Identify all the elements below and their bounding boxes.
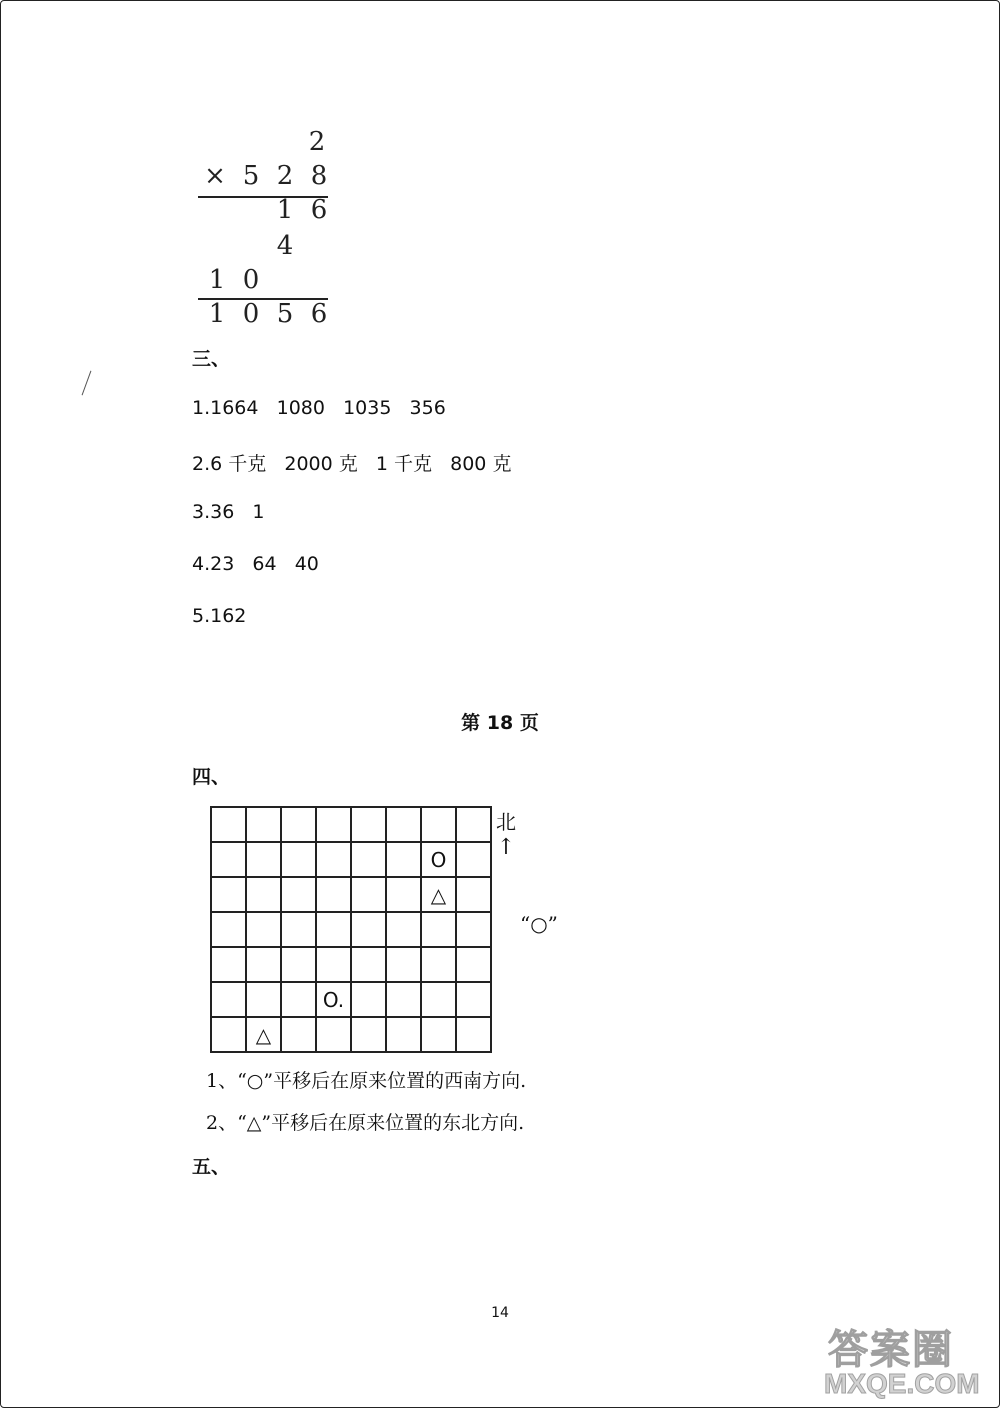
grid-cell (211, 947, 246, 982)
vertical-multiplication (196, 126, 336, 336)
grid-cell (281, 912, 316, 947)
multiply-sign: × (204, 161, 226, 191)
grid-cell (351, 842, 386, 877)
page-number: 14 (491, 1305, 509, 1321)
note-2: 2、“△”平移后在原来位置的东北方向. (206, 1112, 525, 1134)
grid-cell (246, 807, 281, 842)
north-indicator (492, 806, 520, 859)
answer-line-5: 5.162 (192, 605, 247, 627)
grid-cell (246, 912, 281, 947)
digit: 6 (310, 299, 328, 329)
triangle-symbol: △ (421, 877, 456, 912)
north-label: 北 (496, 810, 516, 834)
grid-cell (316, 877, 351, 912)
digit: 2 (276, 161, 294, 191)
grid-cell (246, 842, 281, 877)
grid-cell (316, 807, 351, 842)
note-1: 1、“○”平移后在原来位置的西南方向. (206, 1070, 527, 1092)
section-four-label: 四、 (192, 766, 231, 788)
grid-cell (456, 842, 491, 877)
grid-row (211, 807, 491, 842)
digit: 5 (276, 299, 294, 329)
grid-row (211, 877, 491, 912)
grid-cell (386, 982, 421, 1017)
grid-cell (386, 1017, 421, 1052)
digit: 5 (242, 161, 260, 191)
carry-digit: 2 (308, 127, 326, 157)
section-three-label: 三、 (192, 348, 231, 370)
grid-cell (421, 982, 456, 1017)
digit: 1 (208, 265, 226, 295)
digit: 1 (208, 299, 226, 329)
digit: 8 (310, 161, 328, 191)
grid-cell (211, 877, 246, 912)
grid-cell (351, 1017, 386, 1052)
digit: 6 (310, 195, 328, 225)
grid-cell (456, 807, 491, 842)
grid-cell (421, 1017, 456, 1052)
grid-cell (246, 947, 281, 982)
answer-line-2: 2.6 千克 2000 克 1 千克 800 克 (192, 453, 512, 475)
grid-cell (421, 807, 456, 842)
grid-cell (211, 807, 246, 842)
grid-row (211, 912, 491, 947)
grid-cell (456, 912, 491, 947)
grid-cell (456, 1017, 491, 1052)
grid-cell (316, 912, 351, 947)
grid-cell (421, 947, 456, 982)
page-heading: 第 18 页 (461, 712, 539, 734)
position-grid (210, 806, 492, 1053)
grid-cell (421, 912, 456, 947)
answer-line-4: 4.23 64 40 (192, 553, 319, 575)
grid-row (211, 1017, 491, 1052)
answer-line-1: 1.1664 1080 1035 356 (192, 397, 446, 419)
grid-row (211, 947, 491, 982)
grid-cell (456, 982, 491, 1017)
grid-cell (351, 877, 386, 912)
grid-cell (281, 807, 316, 842)
digit: 0 (242, 299, 260, 329)
grid-cell (351, 947, 386, 982)
grid-row (211, 842, 491, 877)
digit: 1 (276, 195, 294, 225)
grid-cell (351, 807, 386, 842)
grid-cell (386, 842, 421, 877)
carry-digit: 4 (276, 231, 294, 261)
north-arrow-icon: ↑ (496, 835, 516, 860)
watermark-logo (820, 1318, 990, 1402)
digit: 0 (242, 265, 260, 295)
grid-cell (386, 877, 421, 912)
grid-cell (316, 947, 351, 982)
circle-symbol-moved: O. (316, 982, 351, 1017)
circle-symbol: O (421, 842, 456, 877)
section-five-label: 五、 (192, 1156, 231, 1178)
grid-cell (281, 842, 316, 877)
grid-cell (281, 877, 316, 912)
circle-legend: “○” (520, 912, 558, 936)
watermark-text: 答案圈 (828, 1328, 954, 1372)
grid-cell (281, 1017, 316, 1052)
grid-cell (316, 1017, 351, 1052)
grid-cell (246, 982, 281, 1017)
grid-cell (456, 947, 491, 982)
grid-cell (211, 982, 246, 1017)
grid-cell (211, 912, 246, 947)
triangle-symbol-moved: △ (246, 1017, 281, 1052)
grid-cell (456, 877, 491, 912)
grid-cell (351, 912, 386, 947)
grid-cell (316, 842, 351, 877)
answer-line-3: 3.36 1 (192, 501, 265, 523)
grid-cell (246, 877, 281, 912)
watermark-url: MXQE.COM (824, 1368, 980, 1399)
grid-cell (211, 1017, 246, 1052)
grid-row (211, 982, 491, 1017)
grid-cell (351, 982, 386, 1017)
grid-cell (281, 982, 316, 1017)
grid-cell (386, 947, 421, 982)
grid-cell (386, 912, 421, 947)
grid-cell (211, 842, 246, 877)
grid-cell (386, 807, 421, 842)
grid-cell (281, 947, 316, 982)
